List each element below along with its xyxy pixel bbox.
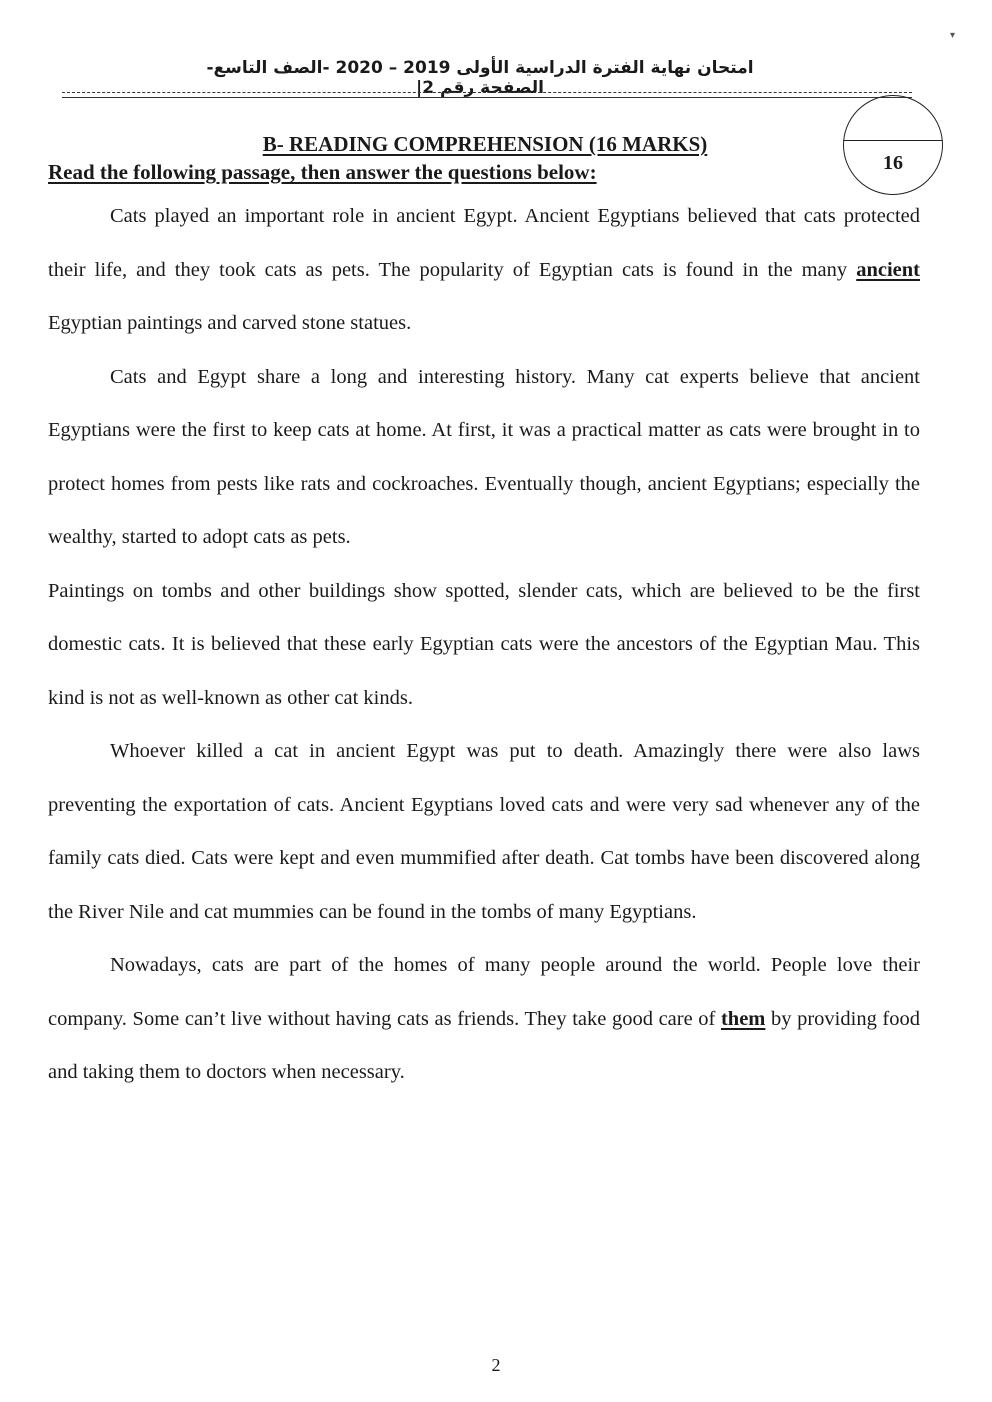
paragraph-5-text-end: by providing food and taking them to doctors when necessary. [48, 1007, 921, 1083]
score-total-marks: 16 [883, 152, 903, 174]
section-instruction: Read the following passage, then answer the questions below: [48, 160, 597, 184]
keyword-them: them [720, 1007, 766, 1030]
passage-paragraph-1 [48, 190, 920, 351]
header-divider-solid [62, 97, 912, 98]
section-title: B- READING COMPREHENSION (16 MARKS) [262, 132, 708, 156]
reading-passage [48, 190, 920, 1100]
exam-header-arabic: امتحان نهاية الفترة الدراسية الأولى 2019 – 2020 -الصف التاسع- الصفحة رقم 2| [206, 58, 754, 98]
paragraph-1-text-end: Egyptian paintings and carved stone statues. [48, 312, 412, 334]
passage-paragraph-2: Cats and Egypt share a long and interesting history. Many cat experts believe that ancient Egyptians were the first to keep cats at home. At first, it was a practical matter as cats were brought in to protect homes from pests like rats and cockroaches. Eventually though, ancient Egyptians; especially the wealthy, started to adopt cats as pets. [48, 365, 920, 548]
passage-paragraph-5 [48, 939, 920, 1100]
page-number: 2 [491, 1355, 501, 1375]
score-circle [843, 95, 943, 195]
score-circle-divider [844, 140, 942, 141]
paragraph-1-text-start: Cats played an important role in ancient Egypt. Ancient Egyptians believed that cats protected their life, and they took cats as pets. The popularity of Egyptian cats is found in the many [48, 205, 920, 281]
keyword-ancient: ancient [856, 258, 920, 281]
paragraph-5-text-start: Nowadays, cats are part of the homes of many people around the world. People love their company. Some can’t live without having cats as friends. They take good care of [48, 954, 920, 1030]
header-divider-dashed [62, 92, 912, 93]
passage-paragraph-4: Whoever killed a cat in ancient Egypt was put to death. Amazingly there were also laws preventing the exportation of cats. Ancient Egyptians loved cats and were very sad whenever any of the family cats died. Cats were kept and even mummified after death. Cat tombs have been discovered along the River Nile and cat mummies can be found in the tombs of many Egyptians. [48, 740, 920, 923]
passage-paragraph-3: Paintings on tombs and other buildings show spotted, slender cats, which are believed to be the first domestic cats. It is believed that these early Egyptian cats were the ancestors of the Egyptian Mau. This kind is not as well-known as other cat kinds. [48, 579, 920, 709]
corner-mark: ▾ [950, 30, 956, 41]
